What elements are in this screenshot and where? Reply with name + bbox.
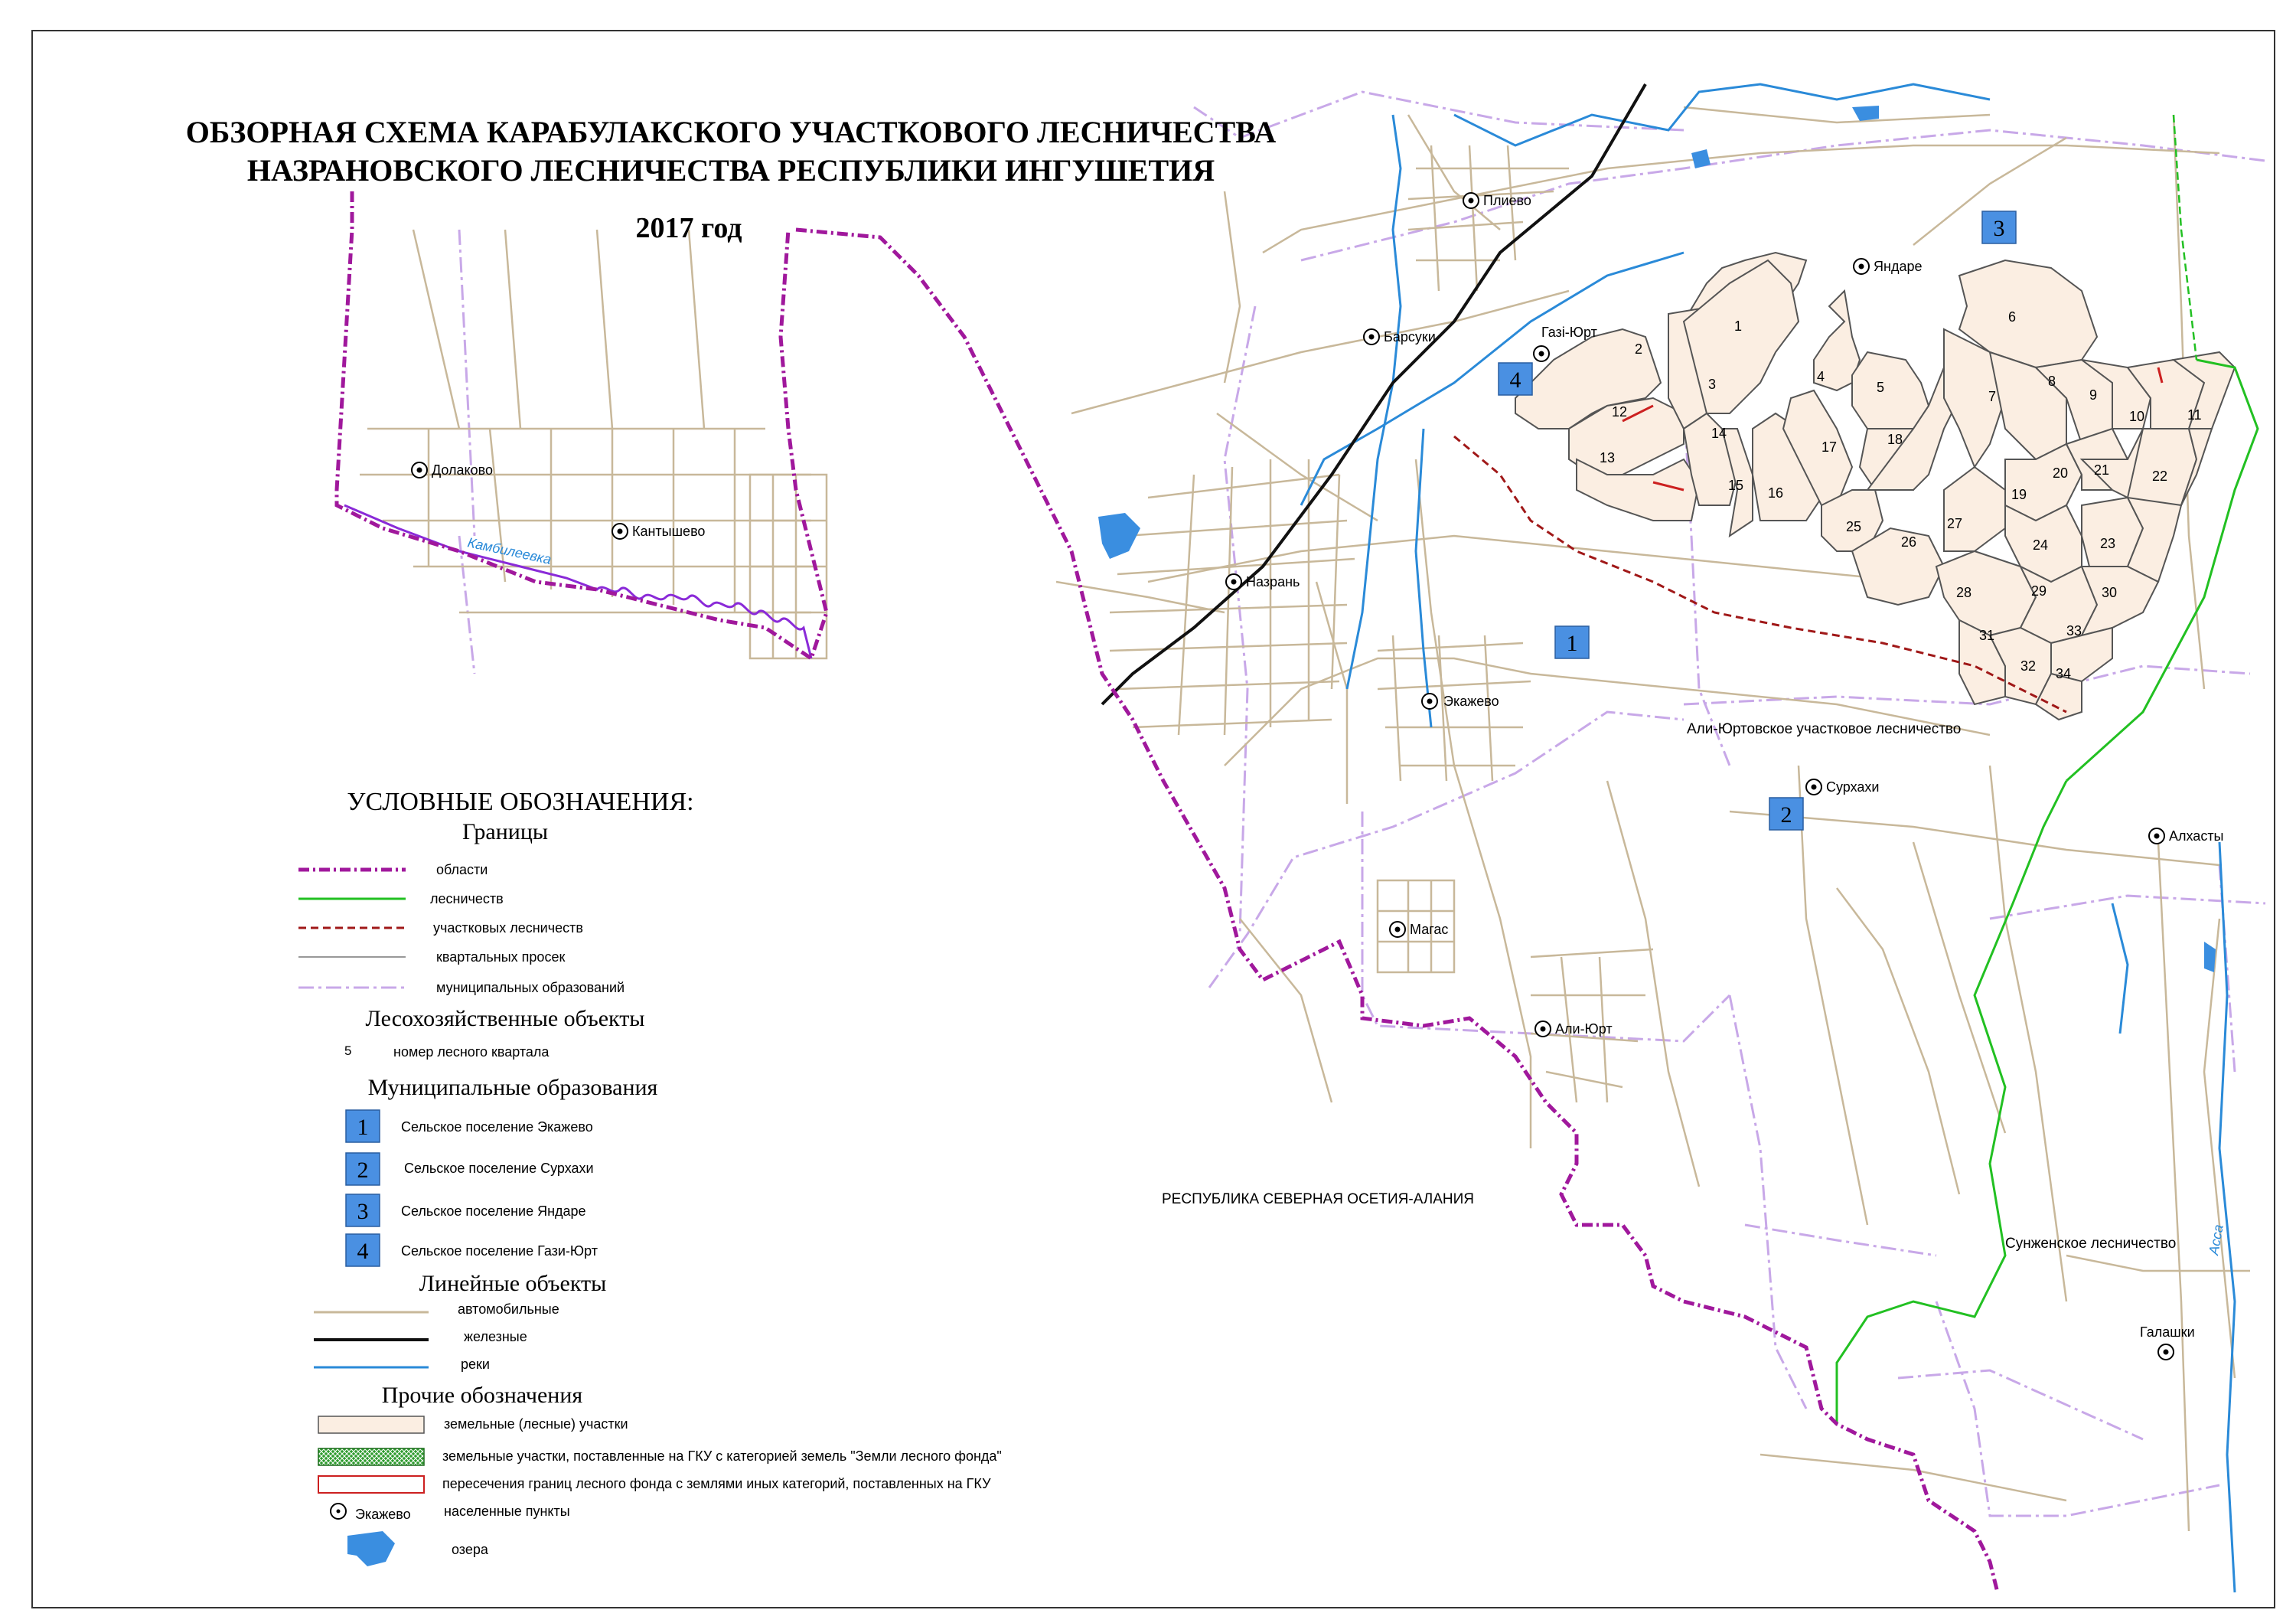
legend-quarter-label: номер лесного квартала: [393, 1044, 550, 1060]
label-yandare: Яндаре: [1874, 259, 1923, 274]
quarter-18: 18: [1887, 432, 1903, 447]
legend-other-heading: Прочие обозначения: [381, 1383, 583, 1408]
svg-text:1: 1: [357, 1115, 369, 1140]
quarter-7: 7: [1988, 389, 1997, 404]
legend-lake-swatch: [347, 1531, 395, 1566]
title-line-1: ОБЗОРНАЯ СХЕМА КАРАБУЛАКСКОГО УЧАСТКОВОГО ЛЕСНИЧЕСТВА: [185, 115, 1277, 149]
svg-text:2: 2: [357, 1158, 369, 1183]
quarter-4: 4: [1817, 369, 1825, 384]
quarter-17: 17: [1821, 439, 1838, 455]
legend-munic-item-2: [346, 1153, 594, 1185]
municipal-badge-1: [1555, 626, 1589, 658]
quarter-33: 33: [2066, 623, 2082, 638]
label-surkhakhi: Сурхахи: [1826, 779, 1880, 795]
legend-oblast-label: области: [436, 862, 488, 877]
inset-oblast-border: [337, 191, 827, 658]
legend-quarter-sample: 5: [344, 1043, 352, 1058]
legend-rivers-label: реки: [461, 1357, 490, 1372]
legend-municipal-label: муниципальных образований: [436, 980, 625, 995]
legend-roads-label: автомобильные: [458, 1301, 559, 1317]
quarter-31: 31: [1979, 628, 1995, 643]
quarter-2: 2: [1635, 341, 1643, 357]
svg-text:Сельское поселение Яндаре: Сельское поселение Яндаре: [401, 1203, 586, 1219]
legend-gku-label: земельные участки, поставленные на ГКУ с категорией земель "Земли лесного фонда": [442, 1448, 1002, 1464]
map-title: [186, 115, 1277, 244]
quarter-34: 34: [2056, 666, 2072, 681]
quarter-16: 16: [1768, 485, 1784, 501]
municipal-badge-4: [1499, 363, 1532, 395]
legend-settlement-marker: [331, 1504, 346, 1519]
legend-land-label: земельные (лесные) участки: [444, 1416, 628, 1432]
svg-text:1: 1: [1566, 631, 1578, 656]
label-pliyevo: Плиево: [1483, 193, 1531, 208]
quarter-3: 3: [1708, 377, 1717, 392]
quarter-25: 25: [1846, 519, 1862, 534]
svg-text:Сельское поселение Сурхахи: Сельское поселение Сурхахи: [404, 1161, 594, 1176]
municipal-badge-2: [1769, 798, 1803, 830]
forest-quarters: [1515, 253, 2235, 720]
label-assa: Асса: [2206, 1223, 2226, 1256]
legend-forest-heading: Лесохозяйственные объекты: [365, 1006, 645, 1031]
quarter-15: 15: [1728, 478, 1744, 493]
legend-munic-heading: Муниципальные образования: [367, 1075, 658, 1100]
quarter-32: 32: [2020, 658, 2037, 674]
legend-kvartal-label: квартальных просек: [436, 949, 566, 965]
quarter-26: 26: [1901, 534, 1917, 550]
svg-text:4: 4: [1509, 367, 1521, 393]
label-barsuki: Барсуки: [1384, 329, 1436, 345]
quarter-27: 27: [1947, 516, 1963, 531]
quarter-24: 24: [2033, 537, 2049, 553]
legend-title: УСЛОВНЫЕ ОБОЗНАЧЕНИЯ:: [347, 788, 694, 816]
label-ali-yurt-forestry: Али-Юртовское участковое лесничество: [1687, 721, 1962, 737]
quarter-10: 10: [2129, 409, 2145, 424]
svg-text:3: 3: [357, 1199, 369, 1224]
svg-text:3: 3: [1993, 216, 2005, 241]
quarter-13: 13: [1600, 450, 1616, 465]
label-gazi-yurt: Газі-Юрт: [1541, 325, 1597, 340]
label-north-ossetia: РЕСПУБЛИКА СЕВЕРНАЯ ОСЕТИЯ-АЛАНИЯ: [1162, 1191, 1475, 1207]
quarter-1: 1: [1734, 318, 1743, 334]
legend-land-swatch: [318, 1416, 424, 1433]
quarter-22: 22: [2152, 469, 2168, 484]
quarter-8: 8: [2048, 374, 2056, 389]
label-ekazhevo: Экажево: [1443, 694, 1499, 709]
quarter-6: 6: [2008, 309, 2017, 325]
label-kambileevka: Камбилеевка: [466, 534, 553, 568]
label-galashki: Галашки: [2140, 1324, 2195, 1340]
map-frame: [32, 31, 2275, 1608]
label-dolakovo: Долаково: [432, 462, 493, 478]
lesnichestv-border: [1837, 781, 2066, 1424]
label-sunzha-forestry: Сунженское лесничество: [2005, 1236, 2177, 1252]
legend-munic-item-3: [346, 1194, 586, 1226]
quarter-30: 30: [2102, 585, 2118, 600]
municipal-badge-3: [1982, 211, 2016, 243]
label-magas: Магас: [1410, 922, 1449, 937]
label-kantyshevo: Кантышево: [632, 524, 706, 539]
quarter-9: 9: [2089, 387, 2098, 403]
legend-intersection-swatch: [318, 1476, 424, 1493]
area-labels: [1162, 721, 2176, 1252]
svg-text:4: 4: [357, 1239, 369, 1264]
svg-text:Сельское поселение Экажево: Сельское поселение Экажево: [401, 1119, 593, 1135]
kambileevka-river: [344, 505, 811, 658]
legend: [298, 788, 1002, 1566]
legend-munic-item-1: [346, 1110, 593, 1142]
legend-lakes-label: озера: [452, 1542, 488, 1557]
legend-settlement-label: населенные пункты: [444, 1504, 570, 1519]
legend-linear-heading: Линейные объекты: [419, 1271, 607, 1296]
legend-railway-label: железные: [464, 1329, 527, 1344]
quarter-23: 23: [2100, 536, 2116, 551]
legend-borders-heading: Границы: [461, 819, 549, 844]
quarter-5: 5: [1877, 380, 1885, 395]
label-ali-yurt: Али-Юрт: [1555, 1021, 1613, 1037]
legend-intersection-label: пересечения границ лесного фонда с землями иных категорий, поставленных на ГКУ: [442, 1476, 991, 1491]
quarter-19: 19: [2011, 487, 2027, 502]
title-line-2: НАЗРАНОВСКОГО ЛЕСНИЧЕСТВА РЕСПУБЛИКИ ИНГУШЕТИЯ: [246, 153, 1215, 188]
legend-munic-item-4: [346, 1234, 598, 1266]
quarter-29: 29: [2031, 583, 2047, 599]
quarter-11: 11: [2187, 407, 2202, 423]
label-alkhasty: Алхасты: [2169, 828, 2224, 844]
quarter-20: 20: [2053, 465, 2069, 481]
label-nazran: Назрань: [1246, 574, 1300, 589]
quarter-28: 28: [1956, 585, 1972, 600]
quarter-14: 14: [1711, 426, 1727, 441]
title-year: 2017 год: [635, 212, 742, 244]
legend-settlement-sample: Экажево: [355, 1507, 411, 1522]
legend-gku-swatch: [318, 1448, 424, 1465]
svg-text:Сельское поселение Гази-Юрт: Сельское поселение Гази-Юрт: [401, 1243, 598, 1259]
legend-lesnichestv-label: лесничеств: [430, 891, 504, 906]
quarter-21: 21: [2094, 462, 2110, 478]
legend-uch-label: участковых лесничеств: [433, 920, 583, 936]
quarter-12: 12: [1612, 404, 1628, 420]
svg-text:2: 2: [1780, 802, 1792, 828]
